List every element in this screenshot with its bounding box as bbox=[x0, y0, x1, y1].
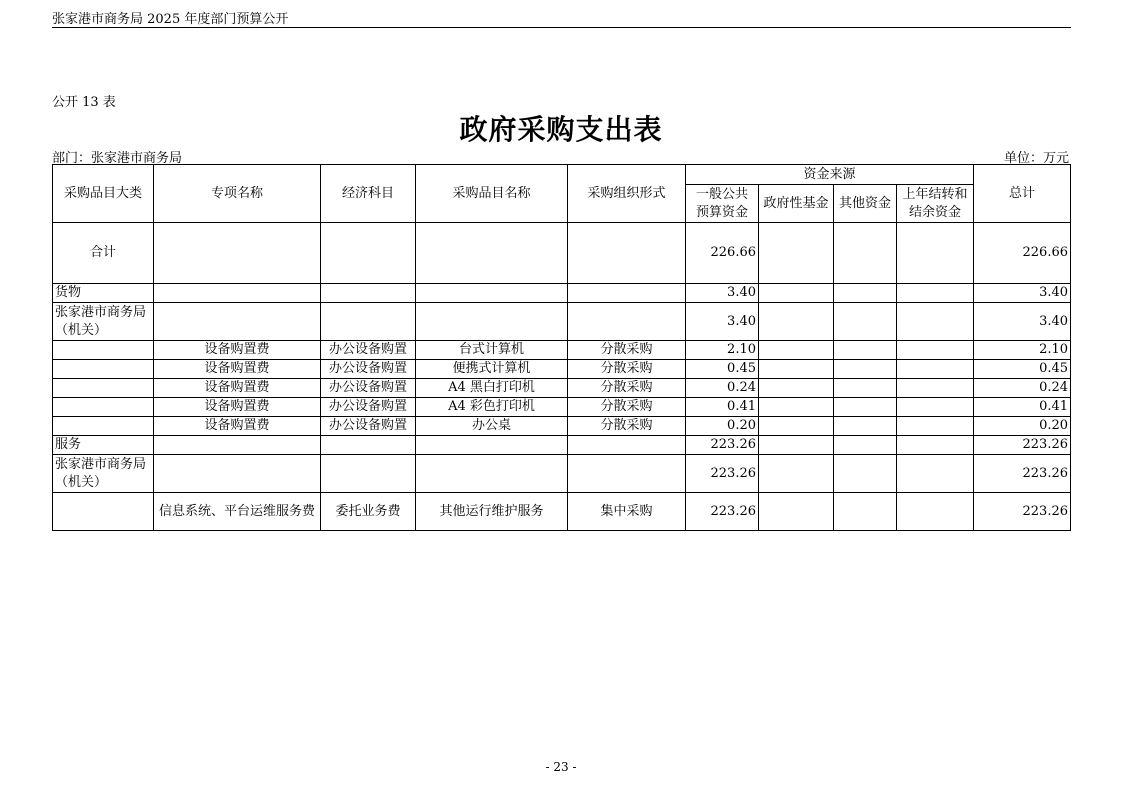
cell-item: 便携式计算机 bbox=[416, 360, 568, 379]
cell-econ: 办公设备购置 bbox=[321, 417, 416, 436]
cell-econ: 办公设备购置 bbox=[321, 398, 416, 417]
cell-carry bbox=[897, 455, 974, 493]
cell-org bbox=[568, 223, 686, 284]
cell-item bbox=[416, 436, 568, 455]
cell-econ: 委托业务费 bbox=[321, 493, 416, 531]
cell-other bbox=[834, 379, 897, 398]
cell-general: 0.41 bbox=[686, 398, 759, 417]
cell-carry bbox=[897, 303, 974, 341]
cell-carry bbox=[897, 398, 974, 417]
table-row bbox=[53, 284, 1071, 303]
cell-org bbox=[568, 455, 686, 493]
table-row bbox=[53, 341, 1071, 360]
cell-total: 0.41 bbox=[974, 398, 1071, 417]
cell-category bbox=[53, 398, 154, 417]
cell-project: 信息系统、平台运维服务费 bbox=[154, 493, 321, 531]
cell-project bbox=[154, 455, 321, 493]
cell-econ bbox=[321, 223, 416, 284]
cell-general: 2.10 bbox=[686, 341, 759, 360]
cell-carry bbox=[897, 284, 974, 303]
header-rule bbox=[52, 27, 1071, 28]
cell-econ: 办公设备购置 bbox=[321, 379, 416, 398]
cell-item: A4 黑白打印机 bbox=[416, 379, 568, 398]
cell-other bbox=[834, 284, 897, 303]
cell-org: 分散采购 bbox=[568, 341, 686, 360]
table-row bbox=[53, 360, 1071, 379]
cell-item bbox=[416, 284, 568, 303]
cell-total: 0.24 bbox=[974, 379, 1071, 398]
cell-project: 设备购置费 bbox=[154, 360, 321, 379]
cell-fund bbox=[759, 223, 834, 284]
cell-org: 分散采购 bbox=[568, 417, 686, 436]
cell-general: 0.45 bbox=[686, 360, 759, 379]
cell-other bbox=[834, 223, 897, 284]
col-header-item: 采购品目名称 bbox=[416, 165, 568, 223]
cell-item: 其他运行维护服务 bbox=[416, 493, 568, 531]
cell-other bbox=[834, 341, 897, 360]
cell-other bbox=[834, 360, 897, 379]
cell-carry bbox=[897, 341, 974, 360]
cell-fund bbox=[759, 436, 834, 455]
cell-category bbox=[53, 360, 154, 379]
cell-other bbox=[834, 436, 897, 455]
cell-carry bbox=[897, 379, 974, 398]
cell-total: 0.45 bbox=[974, 360, 1071, 379]
cell-econ bbox=[321, 436, 416, 455]
cell-other bbox=[834, 493, 897, 531]
cell-general: 3.40 bbox=[686, 284, 759, 303]
table-row bbox=[53, 398, 1071, 417]
cell-category: 合计 bbox=[53, 223, 154, 284]
page-header: 张家港市商务局 2025 年度部门预算公开 bbox=[52, 12, 289, 27]
cell-fund bbox=[759, 417, 834, 436]
cell-carry bbox=[897, 417, 974, 436]
cell-category: 货物 bbox=[53, 284, 154, 303]
col-header-carry-line2: 结余资金 bbox=[909, 204, 962, 220]
cell-carry bbox=[897, 360, 974, 379]
table-row bbox=[53, 417, 1071, 436]
cell-category: 服务 bbox=[53, 436, 154, 455]
procurement-table bbox=[52, 164, 1071, 531]
cell-carry bbox=[897, 223, 974, 284]
col-header-other: 其他资金 bbox=[834, 185, 897, 223]
cell-item: 台式计算机 bbox=[416, 341, 568, 360]
cell-total: 0.20 bbox=[974, 417, 1071, 436]
cell-econ bbox=[321, 303, 416, 341]
cell-total: 2.10 bbox=[974, 341, 1071, 360]
table-number: 公开 13 表 bbox=[52, 95, 116, 110]
col-header-carry-line1: 上年结转和 bbox=[902, 186, 968, 202]
cell-total: 223.26 bbox=[974, 493, 1071, 531]
cell-total: 223.26 bbox=[974, 455, 1071, 493]
col-header-category: 采购品目大类 bbox=[53, 165, 154, 223]
cell-category bbox=[53, 379, 154, 398]
cell-project: 设备购置费 bbox=[154, 379, 321, 398]
cell-project bbox=[154, 284, 321, 303]
cell-carry bbox=[897, 493, 974, 531]
cell-category bbox=[53, 341, 154, 360]
col-header-fund: 政府性基金 bbox=[759, 185, 834, 223]
page-number: - 23 - bbox=[545, 760, 577, 774]
cell-total: 3.40 bbox=[974, 303, 1071, 341]
cell-general: 0.24 bbox=[686, 379, 759, 398]
cell-fund bbox=[759, 360, 834, 379]
cell-fund bbox=[759, 398, 834, 417]
cell-item bbox=[416, 223, 568, 284]
table-row bbox=[53, 455, 1071, 493]
cell-org: 分散采购 bbox=[568, 398, 686, 417]
table-row bbox=[53, 379, 1071, 398]
cell-project: 设备购置费 bbox=[154, 341, 321, 360]
cell-econ bbox=[321, 455, 416, 493]
cell-general: 226.66 bbox=[686, 223, 759, 284]
cell-carry bbox=[897, 436, 974, 455]
cell-econ: 办公设备购置 bbox=[321, 360, 416, 379]
cell-project bbox=[154, 223, 321, 284]
table-row bbox=[53, 223, 1071, 284]
cell-other bbox=[834, 417, 897, 436]
cell-project bbox=[154, 303, 321, 341]
cell-general: 223.26 bbox=[686, 436, 759, 455]
cell-fund bbox=[759, 284, 834, 303]
col-header-carry bbox=[897, 185, 974, 223]
cell-category: 张家港市商务局（机关） bbox=[53, 303, 154, 341]
cell-project: 设备购置费 bbox=[154, 417, 321, 436]
cell-org bbox=[568, 284, 686, 303]
cell-general: 223.26 bbox=[686, 455, 759, 493]
cell-item bbox=[416, 455, 568, 493]
cell-fund bbox=[759, 455, 834, 493]
cell-general: 223.26 bbox=[686, 493, 759, 531]
cell-total: 226.66 bbox=[974, 223, 1071, 284]
cell-econ: 办公设备购置 bbox=[321, 341, 416, 360]
cell-category bbox=[53, 493, 154, 531]
unit-label: 单位：万元 bbox=[1003, 151, 1069, 166]
cell-project: 设备购置费 bbox=[154, 398, 321, 417]
col-header-general bbox=[686, 185, 759, 223]
cell-fund bbox=[759, 341, 834, 360]
col-header-project: 专项名称 bbox=[154, 165, 321, 223]
page-title: 政府采购支出表 bbox=[459, 113, 663, 146]
cell-category bbox=[53, 417, 154, 436]
cell-fund bbox=[759, 379, 834, 398]
cell-other bbox=[834, 303, 897, 341]
table-row bbox=[53, 436, 1071, 455]
col-header-general-line2: 预算资金 bbox=[695, 204, 748, 220]
cell-other bbox=[834, 398, 897, 417]
cell-item: A4 彩色打印机 bbox=[416, 398, 568, 417]
cell-total: 223.26 bbox=[974, 436, 1071, 455]
cell-project bbox=[154, 436, 321, 455]
cell-general: 0.20 bbox=[686, 417, 759, 436]
col-header-source: 资金来源 bbox=[686, 165, 974, 185]
cell-fund bbox=[759, 303, 834, 341]
cell-org bbox=[568, 436, 686, 455]
table-row bbox=[53, 493, 1071, 531]
cell-org: 分散采购 bbox=[568, 360, 686, 379]
cell-category: 张家港市商务局（机关） bbox=[53, 455, 154, 493]
cell-item: 办公桌 bbox=[416, 417, 568, 436]
cell-other bbox=[834, 455, 897, 493]
cell-org: 集中采购 bbox=[568, 493, 686, 531]
cell-fund bbox=[759, 493, 834, 531]
cell-item bbox=[416, 303, 568, 341]
department-label: 部门：张家港市商务局 bbox=[52, 151, 183, 166]
col-header-org: 采购组织形式 bbox=[568, 165, 686, 223]
col-header-econ: 经济科目 bbox=[321, 165, 416, 223]
cell-general: 3.40 bbox=[686, 303, 759, 341]
cell-org bbox=[568, 303, 686, 341]
cell-econ bbox=[321, 284, 416, 303]
table-row bbox=[53, 303, 1071, 341]
col-header-general-line1: 一般公共 bbox=[695, 186, 748, 202]
col-header-total: 总计 bbox=[974, 165, 1071, 223]
cell-org: 分散采购 bbox=[568, 379, 686, 398]
cell-total: 3.40 bbox=[974, 284, 1071, 303]
